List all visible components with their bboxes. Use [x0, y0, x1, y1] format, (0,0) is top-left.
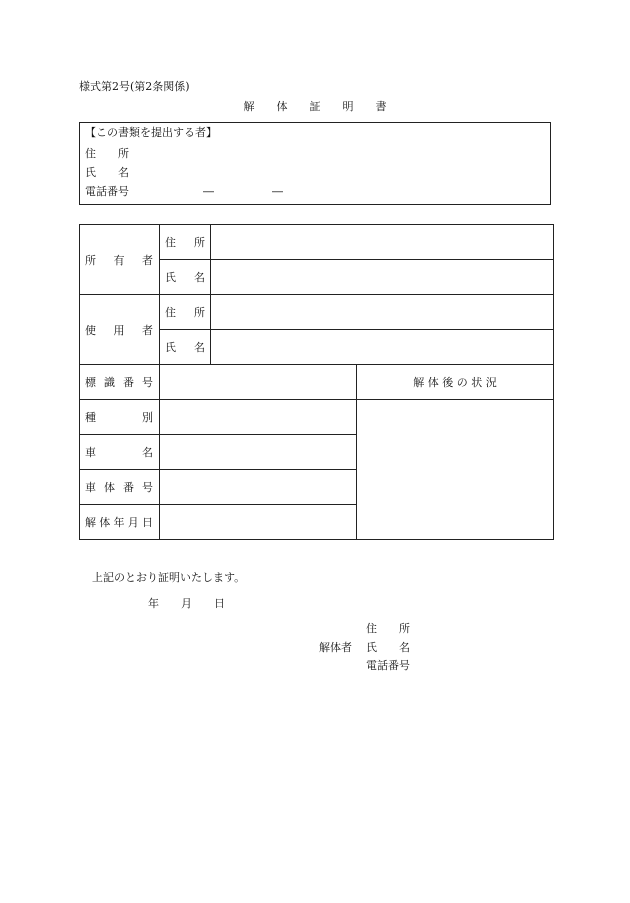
submitter-heading: 【この書類を提出する者】: [85, 126, 217, 139]
submitter-phone-label: 電話番号: [85, 185, 129, 198]
sign-number-label: 標識番号: [80, 365, 160, 400]
vehicle-name-label: 車 名: [80, 435, 160, 470]
document-title: 解 体 証 明 書: [243, 100, 387, 113]
dismantler-role-label: 解体者: [319, 641, 352, 654]
vehicle-info-table: [79, 224, 554, 540]
user-address-field[interactable]: [211, 295, 554, 330]
table-row: [80, 225, 554, 260]
certify-text: 上記のとおり証明いたします。: [92, 571, 246, 584]
owner-address-label: 住 所: [160, 225, 211, 260]
dismantle-date-field[interactable]: [160, 505, 357, 540]
user-name-field[interactable]: [211, 330, 554, 365]
phone-separator: ―: [272, 185, 283, 198]
date-line: 年 月 日: [148, 597, 225, 610]
after-status-label: 解 体 後 の 状 況: [357, 365, 554, 400]
sign-number-field[interactable]: [160, 365, 357, 400]
user-name-label: 氏 名: [160, 330, 211, 365]
type-label: 種 別: [80, 400, 160, 435]
submitter-address-label: 住 所: [85, 147, 129, 160]
vehicle-name-field[interactable]: [160, 435, 357, 470]
user-address-label: 住 所: [160, 295, 211, 330]
body-number-field[interactable]: [160, 470, 357, 505]
phone-separator: ―: [203, 185, 214, 198]
owner-name-label: 氏 名: [160, 260, 211, 295]
owner-address-field[interactable]: [211, 225, 554, 260]
owner-label: 所 有 者: [80, 225, 160, 295]
form-number: 様式第2号(第2条関係): [79, 80, 190, 93]
dismantler-name-label: 氏 名: [366, 641, 410, 654]
user-label: 使 用 者: [80, 295, 160, 365]
table-row: [80, 295, 554, 330]
submitter-box: [79, 122, 551, 205]
type-field[interactable]: [160, 400, 357, 435]
after-status-field[interactable]: [357, 400, 554, 540]
owner-name-field[interactable]: [211, 260, 554, 295]
table-row: [80, 400, 554, 435]
submitter-name-label: 氏 名: [85, 166, 129, 179]
dismantler-address-label: 住 所: [366, 622, 410, 635]
dismantler-phone-label: 電話番号: [366, 659, 410, 672]
table-row: [80, 365, 554, 400]
body-number-label: 車体番号: [80, 470, 160, 505]
dismantle-date-label: 解体年月日: [80, 505, 160, 540]
